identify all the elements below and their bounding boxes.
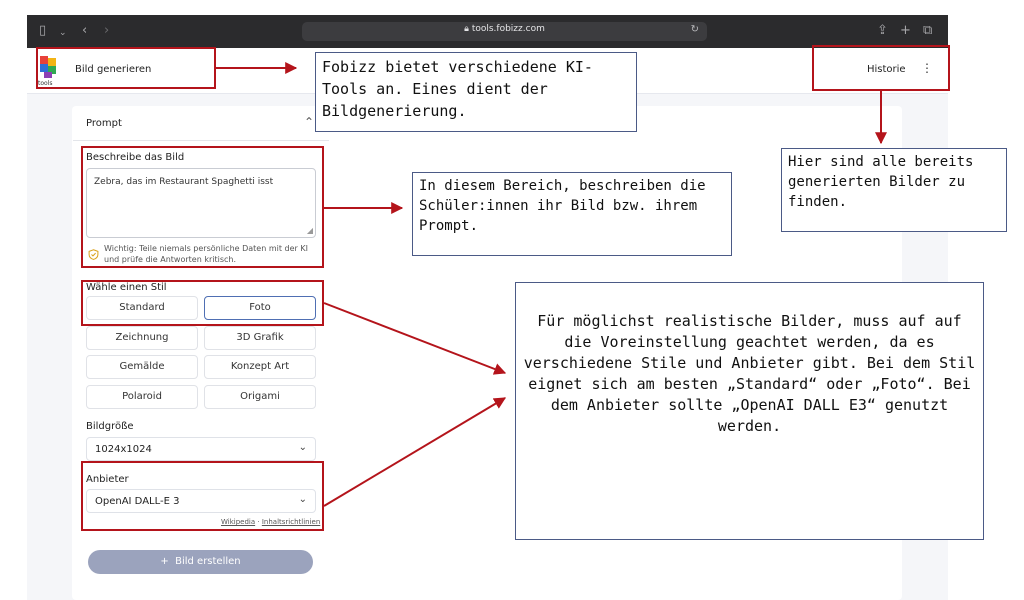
highlight-style xyxy=(81,280,324,326)
chevron-up-icon[interactable]: ⌃ xyxy=(304,115,315,129)
style-option-gem-lde[interactable]: Gemälde xyxy=(86,355,198,379)
style-option-3d-grafik[interactable]: 3D Grafik xyxy=(204,326,316,350)
prompt-section-label[interactable]: Prompt xyxy=(86,118,122,129)
url-text: tools.fobizz.com xyxy=(471,24,545,34)
chevron-down-icon: ⌄ xyxy=(298,442,307,453)
settings-note: Für möglichst realistische Bilder, muss auf auf die Voreinstellung geachtet werden, da es verschiedene Stile und Anbieter gibt. Bei dem Stil eignet sich am besten „Standard“ oder „Foto“. Bei dem Anbieter sollte „OpenAI DALL E3“ genutzt werden. xyxy=(515,282,984,540)
tools-note: Fobizz bietet verschiedene KI-Tools an. Eines dient der Bildgenerierung. xyxy=(315,52,637,132)
prompt-note: In diesem Bereich, beschreiben die Schüler:innen ihr Bild bzw. ihrem Prompt. xyxy=(412,172,732,256)
privacy-warning: Wichtig: Teile niemals persönliche Daten mit der KI und prüfe die Antworten kritisch. xyxy=(104,244,308,264)
plus-icon: + xyxy=(160,556,169,567)
link-separator: · xyxy=(257,518,260,526)
style-option-standard[interactable]: Standard xyxy=(86,296,198,320)
style-label: Wähle einen Stil xyxy=(86,282,167,293)
kebab-icon[interactable]: ⋮ xyxy=(921,61,933,75)
highlight-tool-title xyxy=(36,47,216,89)
style-option-foto[interactable]: Foto xyxy=(204,296,316,320)
prompt-value: Zebra, das im Restaurant Spaghetti isst xyxy=(94,177,274,187)
browser-toolbar xyxy=(27,15,948,48)
highlight-prompt xyxy=(81,146,324,268)
back-icon[interactable]: ‹ xyxy=(82,23,88,38)
chevron-down-icon[interactable]: ⌄ xyxy=(59,28,67,38)
guidelines-link[interactable]: Inhaltsrichtlinien xyxy=(261,518,321,526)
provider-value: OpenAI DALL-E 3 xyxy=(95,496,180,507)
style-option-zeichnung[interactable]: Zeichnung xyxy=(86,326,198,350)
lock-icon: 🔒︎ xyxy=(464,24,469,34)
sidebar-icon[interactable]: ▯ xyxy=(39,23,47,38)
history-link[interactable]: Historie xyxy=(867,64,906,75)
size-label: Bildgröße xyxy=(86,421,134,432)
provider-label: Anbieter xyxy=(86,474,129,485)
wikipedia-link[interactable]: Wikipedia xyxy=(221,518,256,526)
forward-icon[interactable]: › xyxy=(104,23,110,38)
reload-icon[interactable]: ↻ xyxy=(690,24,699,35)
create-image-button[interactable] xyxy=(88,550,313,574)
resize-handle-icon[interactable]: ◢ xyxy=(306,226,313,235)
size-value: 1024x1024 xyxy=(95,444,152,455)
divider xyxy=(73,140,329,141)
style-option-polaroid[interactable]: Polaroid xyxy=(86,385,198,409)
describe-label: Beschreibe das Bild xyxy=(86,152,185,163)
history-note: Hier sind alle bereits generierten Bilder zu finden. xyxy=(781,148,1007,232)
highlight-history xyxy=(812,45,950,91)
style-option-konzept-art[interactable]: Konzept Art xyxy=(204,355,316,379)
highlight-provider xyxy=(81,461,324,531)
address-bar[interactable] xyxy=(302,22,707,41)
create-image-label: Bild erstellen xyxy=(175,556,241,567)
style-option-origami[interactable]: Origami xyxy=(204,385,316,409)
page-title: Bild generieren xyxy=(75,64,152,75)
chevron-down-icon: ⌄ xyxy=(298,494,307,505)
logo-text: tools xyxy=(38,80,53,87)
tabs-icon[interactable]: ⧉ xyxy=(923,23,933,38)
size-select[interactable] xyxy=(86,437,316,461)
new-tab-icon[interactable]: + xyxy=(900,23,911,38)
share-icon[interactable]: ⇪ xyxy=(877,23,888,38)
